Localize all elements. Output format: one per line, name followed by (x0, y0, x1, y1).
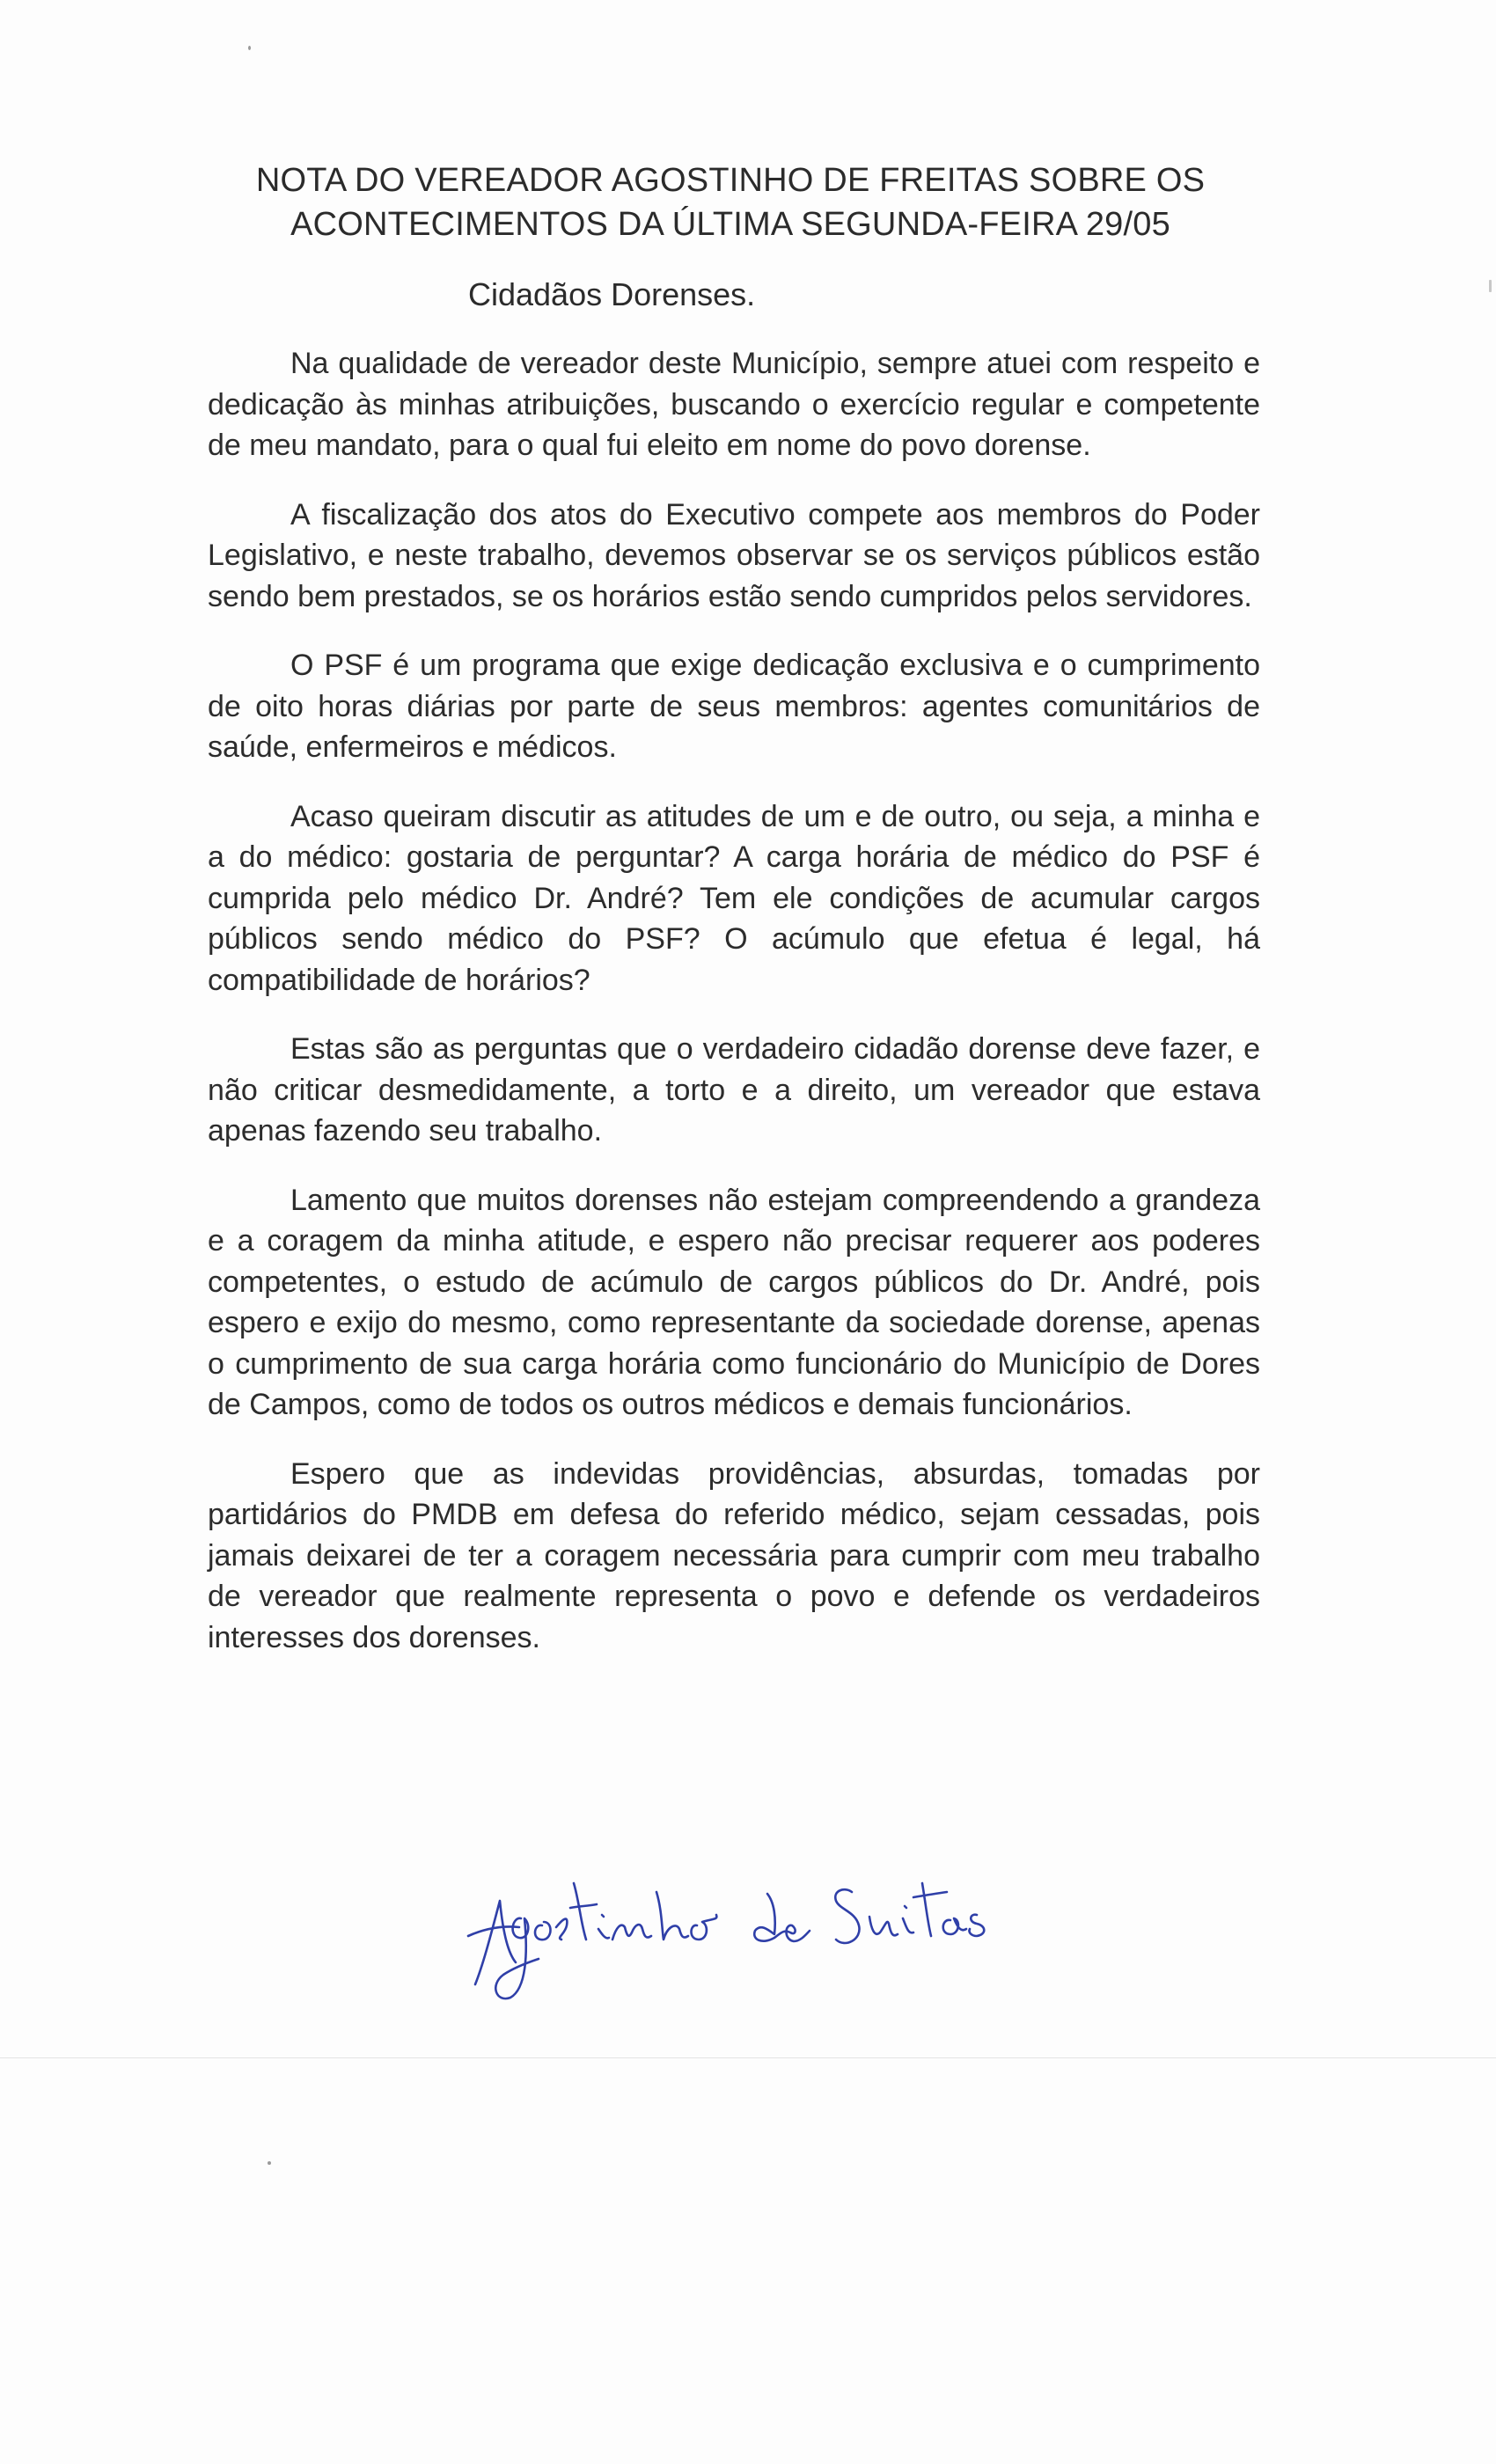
title-line-1: NOTA DO VEREADOR AGOSTINHO DE FREITAS SOBRE OS (255, 162, 1206, 199)
handwritten-signature (458, 1830, 1038, 2006)
document-body (208, 343, 1260, 1686)
paragraph-4: Acaso queiram discutir as atitudes de um e de outro, ou seja, a minha e a do médico: gostaria de perguntar? A carga horária de médico do PSF é cumprida pelo médico Dr. André? Tem ele condições de acumular cargos públicos sendo médico do PSF? O acúmulo que efetua é legal, há compatibilidade de horários? (208, 799, 1260, 997)
salutation: Cidadãos Dorenses. (468, 276, 756, 312)
document-title (176, 158, 1285, 246)
scan-speck (248, 46, 251, 50)
paragraph-2: A fiscalização dos atos do Executivo compete aos membros do Poder Legislativo, e neste trabalho, devemos observar se os serviços públicos estão sendo bem prestados, se os horários estão sendo cumpridos pelos servidores. (208, 497, 1260, 613)
scan-speck (268, 2161, 271, 2165)
title-line-2: ACONTECIMENTOS DA ÚLTIMA SEGUNDA-FEIRA 29/05 (290, 206, 1170, 243)
paragraph-7: Espero que as indevidas providências, absurdas, tomadas por partidários do PMDB em defesa do referido médico, sejam cessadas, pois jamais deixarei de ter a coragem necessária para cumprir com meu trabalho de vereador que realmente representa o povo e defende os verdadeiros interesses dos dorenses. (208, 1456, 1260, 1654)
paragraph-6: Lamento que muitos dorenses não estejam compreendendo a grandeza e a coragem da minha atitude, e espero não precisar requerer aos poderes competentes, o estudo de acúmulo de cargos públicos do Dr. André, pois espero e exijo do mesmo, como representante da sociedade dorense, apenas o cumprimento de sua carga horária como funcionário do Município de Dores de Campos, como de todos os outros médicos e demais funcionários. (208, 1183, 1260, 1421)
paragraph-1: Na qualidade de vereador deste Município, sempre atuei com respeito e dedicação às minhas atribuições, buscando o exercício regular e competente de meu mandato, para o qual fui eleito em nome do povo dorense. (208, 347, 1260, 462)
signature-drawing (458, 1830, 1038, 2006)
paragraph-3: O PSF é um programa que exige dedicação exclusiva e o cumprimento de oito horas diárias por parte de seus membros: agentes comunitários de saúde, enfermeiros e médicos. (208, 649, 1260, 764)
paragraph-5: Estas são as perguntas que o verdadeiro cidadão dorense deve fazer, e não criticar desmedidamente, a torto e a direito, um vereador que estava apenas fazendo seu trabalho. (208, 1032, 1260, 1148)
page-edge-line (0, 2057, 1496, 2058)
scan-speck (1489, 280, 1492, 292)
